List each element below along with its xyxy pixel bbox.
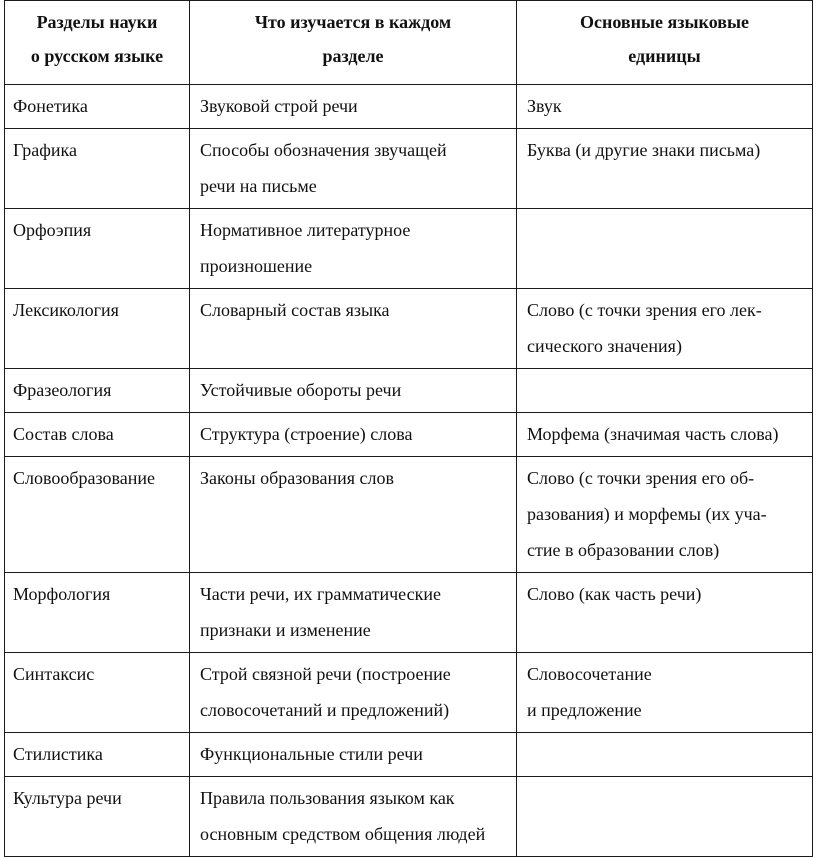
unit-cell: Слово (с точки зрения его об- разования) и морфемы (их уча- стие в образовании слов)	[517, 457, 813, 573]
subject-cell: Способы обозначения звучащей речи на письме	[190, 129, 517, 209]
header-units-label: Основные языковые единицы	[579, 12, 750, 66]
unit-cell: Буква (и другие знаки письма)	[517, 129, 813, 209]
section-cell: Орфоэпия	[5, 209, 190, 289]
unit-cell: Слово (как часть речи)	[517, 573, 813, 653]
language-sections-table	[4, 0, 813, 857]
table-row	[5, 289, 813, 369]
header-sections	[5, 1, 190, 85]
unit-cell	[517, 777, 813, 857]
unit-cell	[517, 733, 813, 777]
table-row	[5, 369, 813, 413]
subject-cell: Устойчивые обороты речи	[190, 369, 517, 413]
table-row	[5, 85, 813, 129]
table-header	[5, 1, 813, 85]
header-studied	[190, 1, 517, 85]
table-row	[5, 573, 813, 653]
subject-cell: Словарный состав языка	[190, 289, 517, 369]
header-row	[5, 1, 813, 85]
subject-cell: Функциональные стили речи	[190, 733, 517, 777]
table-row	[5, 129, 813, 209]
subject-cell: Законы образования слов	[190, 457, 517, 573]
section-cell: Морфология	[5, 573, 190, 653]
section-cell: Синтаксис	[5, 653, 190, 733]
header-studied-label: Что изучается в каждом разделе	[254, 12, 452, 66]
unit-cell: Звук	[517, 85, 813, 129]
document-page	[4, 0, 812, 844]
section-cell: Графика	[5, 129, 190, 209]
section-cell: Культура речи	[5, 777, 190, 857]
unit-cell: Морфема (значимая часть слова)	[517, 413, 813, 457]
section-cell: Лексикология	[5, 289, 190, 369]
unit-cell	[517, 209, 813, 289]
subject-cell: Правила пользования языком как основным средством общения людей	[190, 777, 517, 857]
subject-cell: Части речи, их грамматические признаки и изменение	[190, 573, 517, 653]
header-sections-label: Разделы науки о русском языке	[30, 12, 164, 66]
section-cell: Стилистика	[5, 733, 190, 777]
unit-cell	[517, 369, 813, 413]
section-cell: Состав слова	[5, 413, 190, 457]
section-cell: Фонетика	[5, 85, 190, 129]
table-row	[5, 733, 813, 777]
section-cell: Фразеология	[5, 369, 190, 413]
table-row	[5, 209, 813, 289]
unit-cell: Слово (с точки зрения его лек- сического значения)	[517, 289, 813, 369]
table-row	[5, 653, 813, 733]
subject-cell: Нормативное литературное произношение	[190, 209, 517, 289]
section-cell: Словообразование	[5, 457, 190, 573]
subject-cell: Строй связной речи (построение словосочетаний и предложений)	[190, 653, 517, 733]
header-units	[517, 1, 813, 85]
table-row	[5, 413, 813, 457]
table-body	[5, 85, 813, 857]
unit-cell: Словосочетание и предложение	[517, 653, 813, 733]
table-row	[5, 777, 813, 857]
subject-cell: Структура (строение) слова	[190, 413, 517, 457]
table-row	[5, 457, 813, 573]
subject-cell: Звуковой строй речи	[190, 85, 517, 129]
